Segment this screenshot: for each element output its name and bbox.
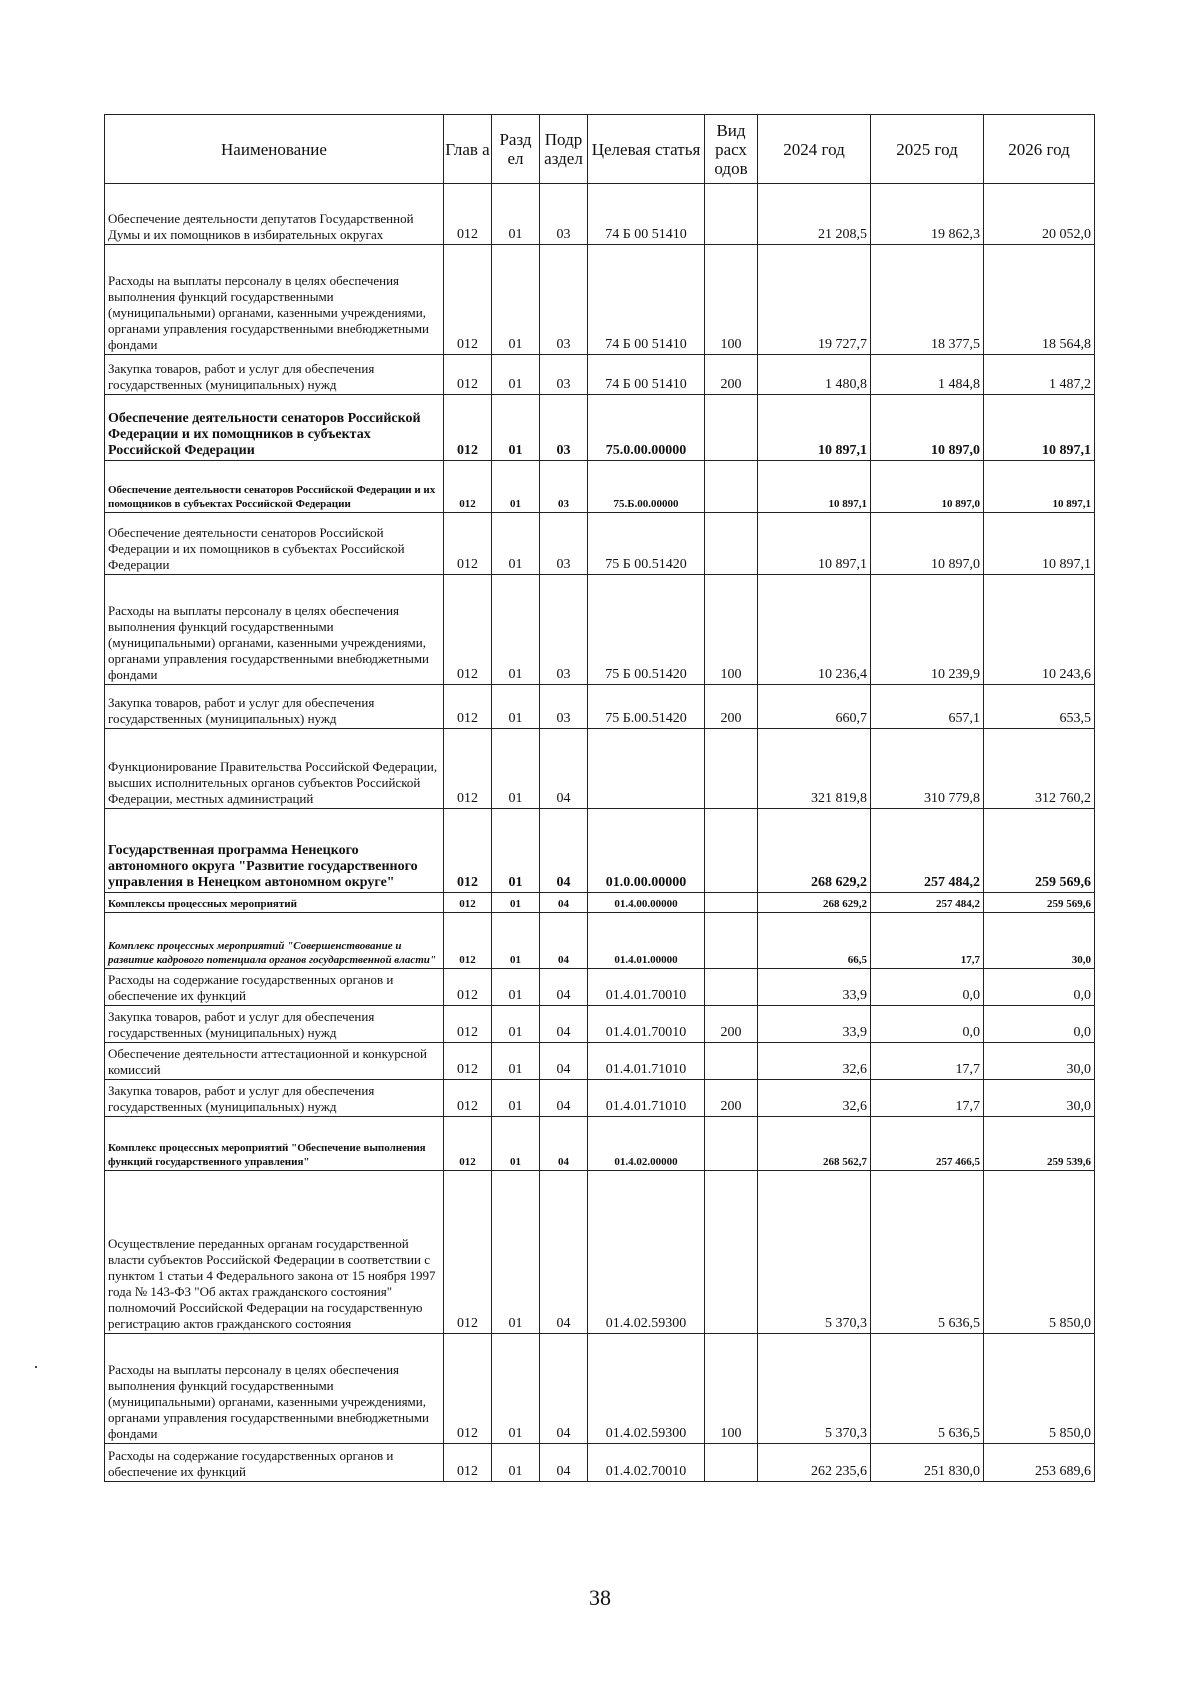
row-vid: 200 bbox=[705, 1006, 758, 1043]
row-2025: 657,1 bbox=[871, 685, 984, 729]
row-target: 01.4.01.00000 bbox=[588, 913, 705, 969]
row-name: Обеспечение деятельности сенаторов Российской Федерации и их помощников в субъектах Российской Федерации bbox=[105, 461, 444, 513]
row-glava: 012 bbox=[444, 1171, 492, 1334]
row-name: Расходы на содержание государственных органов и обеспечение их функций bbox=[105, 969, 444, 1006]
row-2024: 19 727,7 bbox=[758, 245, 871, 355]
row-glava: 012 bbox=[444, 1006, 492, 1043]
row-2026: 10 897,1 bbox=[984, 395, 1095, 461]
row-name: Закупка товаров, работ и услуг для обеспечения государственных (муниципальных) нужд bbox=[105, 1006, 444, 1043]
header-2024: 2024 год bbox=[758, 115, 871, 184]
table-row bbox=[105, 395, 1095, 461]
row-2026: 0,0 bbox=[984, 969, 1095, 1006]
row-2024: 21 208,5 bbox=[758, 184, 871, 245]
row-target: 01.4.02.70010 bbox=[588, 1444, 705, 1482]
row-2025: 19 862,3 bbox=[871, 184, 984, 245]
table-row bbox=[105, 809, 1095, 893]
row-razdel: 01 bbox=[492, 1171, 540, 1334]
row-2024: 268 629,2 bbox=[758, 893, 871, 913]
row-razdel: 01 bbox=[492, 395, 540, 461]
row-razdel: 01 bbox=[492, 729, 540, 809]
row-target: 01.4.01.71010 bbox=[588, 1043, 705, 1080]
row-razdel: 01 bbox=[492, 245, 540, 355]
row-razdel: 01 bbox=[492, 513, 540, 575]
row-glava: 012 bbox=[444, 1043, 492, 1080]
row-name: Обеспечение деятельности депутатов Государственной Думы и их помощников в избирательных округах bbox=[105, 184, 444, 245]
row-2026: 30,0 bbox=[984, 913, 1095, 969]
row-vid: 200 bbox=[705, 1080, 758, 1117]
table-header-row bbox=[105, 115, 1095, 184]
row-2025: 0,0 bbox=[871, 1006, 984, 1043]
row-podrazdel: 03 bbox=[540, 575, 588, 685]
row-name: Обеспечение деятельности сенаторов Российской Федерации и их помощников в субъектах Российской Федерации bbox=[105, 513, 444, 575]
header-glava: Глав а bbox=[444, 115, 492, 184]
header-podrazdel: Подр аздел bbox=[540, 115, 588, 184]
row-razdel: 01 bbox=[492, 1080, 540, 1117]
row-podrazdel: 04 bbox=[540, 1043, 588, 1080]
row-razdel: 01 bbox=[492, 575, 540, 685]
row-vid bbox=[705, 893, 758, 913]
row-2024: 10 897,1 bbox=[758, 395, 871, 461]
header-razdel: Разд ел bbox=[492, 115, 540, 184]
table-row bbox=[105, 513, 1095, 575]
row-glava: 012 bbox=[444, 685, 492, 729]
row-name: Закупка товаров, работ и услуг для обеспечения государственных (муниципальных) нужд bbox=[105, 1080, 444, 1117]
row-vid: 100 bbox=[705, 575, 758, 685]
row-glava: 012 bbox=[444, 893, 492, 913]
row-2026: 30,0 bbox=[984, 1043, 1095, 1080]
table-row bbox=[105, 184, 1095, 245]
row-2026: 259 569,6 bbox=[984, 893, 1095, 913]
row-podrazdel: 04 bbox=[540, 1117, 588, 1171]
row-2026: 653,5 bbox=[984, 685, 1095, 729]
row-podrazdel: 03 bbox=[540, 184, 588, 245]
row-razdel: 01 bbox=[492, 969, 540, 1006]
row-target: 75.Б.00.00000 bbox=[588, 461, 705, 513]
row-name: Расходы на выплаты персоналу в целях обеспечения выполнения функций государственными (муниципальными) органами, казенными учреждениями, органами управления государственными внебюджетными фондами bbox=[105, 245, 444, 355]
row-2026: 30,0 bbox=[984, 1080, 1095, 1117]
row-podrazdel: 03 bbox=[540, 245, 588, 355]
row-2024: 321 819,8 bbox=[758, 729, 871, 809]
table-row bbox=[105, 685, 1095, 729]
row-glava: 012 bbox=[444, 1080, 492, 1117]
row-glava: 012 bbox=[444, 184, 492, 245]
row-2025: 1 484,8 bbox=[871, 355, 984, 395]
header-name: Наименование bbox=[105, 115, 444, 184]
row-podrazdel: 03 bbox=[540, 685, 588, 729]
row-name: Комплекс процессных мероприятий "Обеспечение выполнения функций государственного управления" bbox=[105, 1117, 444, 1171]
row-2024: 5 370,3 bbox=[758, 1334, 871, 1444]
row-2024: 66,5 bbox=[758, 913, 871, 969]
row-vid bbox=[705, 1171, 758, 1334]
row-2024: 660,7 bbox=[758, 685, 871, 729]
row-name: Закупка товаров, работ и услуг для обеспечения государственных (муниципальных) нужд bbox=[105, 685, 444, 729]
row-name: Функционирование Правительства Российской Федерации, высших исполнительных органов субъектов Российской Федерации, местных администраций bbox=[105, 729, 444, 809]
row-2025: 257 484,2 bbox=[871, 893, 984, 913]
row-podrazdel: 03 bbox=[540, 355, 588, 395]
row-2025: 10 897,0 bbox=[871, 461, 984, 513]
row-podrazdel: 04 bbox=[540, 729, 588, 809]
table-row bbox=[105, 969, 1095, 1006]
row-2025: 17,7 bbox=[871, 1080, 984, 1117]
row-vid bbox=[705, 461, 758, 513]
row-glava: 012 bbox=[444, 355, 492, 395]
row-2025: 18 377,5 bbox=[871, 245, 984, 355]
budget-table-container bbox=[104, 114, 1094, 1482]
row-2025: 5 636,5 bbox=[871, 1171, 984, 1334]
row-razdel: 01 bbox=[492, 1444, 540, 1482]
row-vid bbox=[705, 395, 758, 461]
row-2026: 259 539,6 bbox=[984, 1117, 1095, 1171]
row-vid bbox=[705, 809, 758, 893]
row-vid: 100 bbox=[705, 245, 758, 355]
row-target: 75 Б 00.51420 bbox=[588, 513, 705, 575]
row-podrazdel: 04 bbox=[540, 1334, 588, 1444]
row-podrazdel: 04 bbox=[540, 1006, 588, 1043]
header-vid: Вид расх одов bbox=[705, 115, 758, 184]
row-2024: 262 235,6 bbox=[758, 1444, 871, 1482]
row-razdel: 01 bbox=[492, 685, 540, 729]
row-glava: 012 bbox=[444, 913, 492, 969]
table-row bbox=[105, 1334, 1095, 1444]
row-target: 01.4.01.70010 bbox=[588, 1006, 705, 1043]
row-podrazdel: 04 bbox=[540, 969, 588, 1006]
row-vid: 200 bbox=[705, 685, 758, 729]
row-glava: 012 bbox=[444, 1444, 492, 1482]
row-2025: 251 830,0 bbox=[871, 1444, 984, 1482]
row-2026: 20 052,0 bbox=[984, 184, 1095, 245]
row-target bbox=[588, 729, 705, 809]
row-vid bbox=[705, 1043, 758, 1080]
row-podrazdel: 04 bbox=[540, 913, 588, 969]
row-razdel: 01 bbox=[492, 1334, 540, 1444]
row-2026: 0,0 bbox=[984, 1006, 1095, 1043]
row-name: Комплекс процессных мероприятий "Совершенствование и развитие кадрового потенциала органов государственной власти" bbox=[105, 913, 444, 969]
row-target: 01.4.02.00000 bbox=[588, 1117, 705, 1171]
row-podrazdel: 03 bbox=[540, 395, 588, 461]
table-row bbox=[105, 1006, 1095, 1043]
row-2026: 18 564,8 bbox=[984, 245, 1095, 355]
row-target: 75 Б 00.51420 bbox=[588, 575, 705, 685]
row-2024: 1 480,8 bbox=[758, 355, 871, 395]
table-row bbox=[105, 913, 1095, 969]
row-target: 01.4.01.70010 bbox=[588, 969, 705, 1006]
row-target: 74 Б 00 51410 bbox=[588, 245, 705, 355]
row-2025: 17,7 bbox=[871, 1043, 984, 1080]
header-2025: 2025 год bbox=[871, 115, 984, 184]
row-podrazdel: 04 bbox=[540, 1080, 588, 1117]
table-row bbox=[105, 729, 1095, 809]
row-target: 75 Б.00.51420 bbox=[588, 685, 705, 729]
row-2025: 10 897,0 bbox=[871, 395, 984, 461]
row-2024: 33,9 bbox=[758, 969, 871, 1006]
row-vid bbox=[705, 1444, 758, 1482]
table-row bbox=[105, 245, 1095, 355]
row-glava: 012 bbox=[444, 245, 492, 355]
row-2026: 253 689,6 bbox=[984, 1444, 1095, 1482]
row-target: 01.4.02.59300 bbox=[588, 1171, 705, 1334]
row-2025: 10 897,0 bbox=[871, 513, 984, 575]
row-target: 74 Б 00 51410 bbox=[588, 184, 705, 245]
row-2024: 33,9 bbox=[758, 1006, 871, 1043]
row-target: 74 Б 00 51410 bbox=[588, 355, 705, 395]
row-vid bbox=[705, 913, 758, 969]
row-2025: 0,0 bbox=[871, 969, 984, 1006]
row-podrazdel: 04 bbox=[540, 1444, 588, 1482]
scan-speck bbox=[35, 1366, 37, 1368]
row-name: Обеспечение деятельности сенаторов Российской Федерации и их помощников в субъектах Российской Федерации bbox=[105, 395, 444, 461]
row-2026: 5 850,0 bbox=[984, 1334, 1095, 1444]
table-row bbox=[105, 1043, 1095, 1080]
table-row bbox=[105, 1080, 1095, 1117]
row-glava: 012 bbox=[444, 1334, 492, 1444]
row-vid bbox=[705, 729, 758, 809]
row-2024: 5 370,3 bbox=[758, 1171, 871, 1334]
row-name: Расходы на выплаты персоналу в целях обеспечения выполнения функций государственными (муниципальными) органами, казенными учреждениями, органами управления государственными внебюджетными фондами bbox=[105, 575, 444, 685]
row-glava: 012 bbox=[444, 513, 492, 575]
row-name: Расходы на выплаты персоналу в целях обеспечения выполнения функций государственными (муниципальными) органами, казенными учреждениями, органами управления государственными внебюджетными фондами bbox=[105, 1334, 444, 1444]
table-row bbox=[105, 575, 1095, 685]
row-razdel: 01 bbox=[492, 1006, 540, 1043]
table-row bbox=[105, 1444, 1095, 1482]
row-2024: 32,6 bbox=[758, 1043, 871, 1080]
row-razdel: 01 bbox=[492, 184, 540, 245]
row-name: Закупка товаров, работ и услуг для обеспечения государственных (муниципальных) нужд bbox=[105, 355, 444, 395]
row-2026: 5 850,0 bbox=[984, 1171, 1095, 1334]
table-row bbox=[105, 1117, 1095, 1171]
row-2026: 1 487,2 bbox=[984, 355, 1095, 395]
row-name: Осуществление переданных органам государственной власти субъектов Российской Федерации в соответствии с пунктом 1 статьи 4 Федерального закона от 15 ноября 1997 года № 143-ФЗ "Об актах гражданского состояния" полномочий Российской Федерации на государственную регистрацию актов гражданского состояния bbox=[105, 1171, 444, 1334]
table-row bbox=[105, 893, 1095, 913]
row-2026: 10 243,6 bbox=[984, 575, 1095, 685]
row-razdel: 01 bbox=[492, 1117, 540, 1171]
row-razdel: 01 bbox=[492, 461, 540, 513]
row-glava: 012 bbox=[444, 809, 492, 893]
row-2025: 257 484,2 bbox=[871, 809, 984, 893]
row-vid bbox=[705, 184, 758, 245]
row-vid bbox=[705, 1117, 758, 1171]
row-podrazdel: 04 bbox=[540, 893, 588, 913]
row-2025: 17,7 bbox=[871, 913, 984, 969]
row-2024: 10 236,4 bbox=[758, 575, 871, 685]
row-glava: 012 bbox=[444, 575, 492, 685]
row-2025: 257 466,5 bbox=[871, 1117, 984, 1171]
row-2026: 10 897,1 bbox=[984, 513, 1095, 575]
row-2024: 32,6 bbox=[758, 1080, 871, 1117]
row-glava: 012 bbox=[444, 1117, 492, 1171]
row-target: 01.4.01.71010 bbox=[588, 1080, 705, 1117]
row-vid bbox=[705, 513, 758, 575]
row-podrazdel: 03 bbox=[540, 461, 588, 513]
row-glava: 012 bbox=[444, 729, 492, 809]
row-target: 75.0.00.00000 bbox=[588, 395, 705, 461]
row-razdel: 01 bbox=[492, 355, 540, 395]
row-2024: 10 897,1 bbox=[758, 513, 871, 575]
row-target: 01.4.02.59300 bbox=[588, 1334, 705, 1444]
row-glava: 012 bbox=[444, 461, 492, 513]
row-2025: 5 636,5 bbox=[871, 1334, 984, 1444]
row-name: Расходы на содержание государственных органов и обеспечение их функций bbox=[105, 1444, 444, 1482]
row-2024: 268 629,2 bbox=[758, 809, 871, 893]
header-2026: 2026 год bbox=[984, 115, 1095, 184]
row-glava: 012 bbox=[444, 969, 492, 1006]
header-target: Целевая статья bbox=[588, 115, 705, 184]
table-row bbox=[105, 355, 1095, 395]
row-razdel: 01 bbox=[492, 893, 540, 913]
row-podrazdel: 04 bbox=[540, 1171, 588, 1334]
table-row bbox=[105, 1171, 1095, 1334]
row-razdel: 01 bbox=[492, 809, 540, 893]
page-number: 38 bbox=[589, 1585, 611, 1610]
row-name: Государственная программа Ненецкого автономного округа "Развитие государственного управления в Ненецком автономном округе" bbox=[105, 809, 444, 893]
row-2026: 10 897,1 bbox=[984, 461, 1095, 513]
table-row bbox=[105, 461, 1095, 513]
budget-table bbox=[104, 114, 1095, 1482]
row-razdel: 01 bbox=[492, 913, 540, 969]
row-podrazdel: 04 bbox=[540, 809, 588, 893]
row-2025: 10 239,9 bbox=[871, 575, 984, 685]
row-target: 01.0.00.00000 bbox=[588, 809, 705, 893]
row-glava: 012 bbox=[444, 395, 492, 461]
row-2026: 259 569,6 bbox=[984, 809, 1095, 893]
row-target: 01.4.00.00000 bbox=[588, 893, 705, 913]
row-2024: 10 897,1 bbox=[758, 461, 871, 513]
row-2024: 268 562,7 bbox=[758, 1117, 871, 1171]
row-2025: 310 779,8 bbox=[871, 729, 984, 809]
row-2026: 312 760,2 bbox=[984, 729, 1095, 809]
row-name: Комплексы процессных мероприятий bbox=[105, 893, 444, 913]
row-podrazdel: 03 bbox=[540, 513, 588, 575]
row-vid: 100 bbox=[705, 1334, 758, 1444]
row-vid: 200 bbox=[705, 355, 758, 395]
row-razdel: 01 bbox=[492, 1043, 540, 1080]
row-vid bbox=[705, 969, 758, 1006]
row-name: Обеспечение деятельности аттестационной и конкурсной комиссий bbox=[105, 1043, 444, 1080]
